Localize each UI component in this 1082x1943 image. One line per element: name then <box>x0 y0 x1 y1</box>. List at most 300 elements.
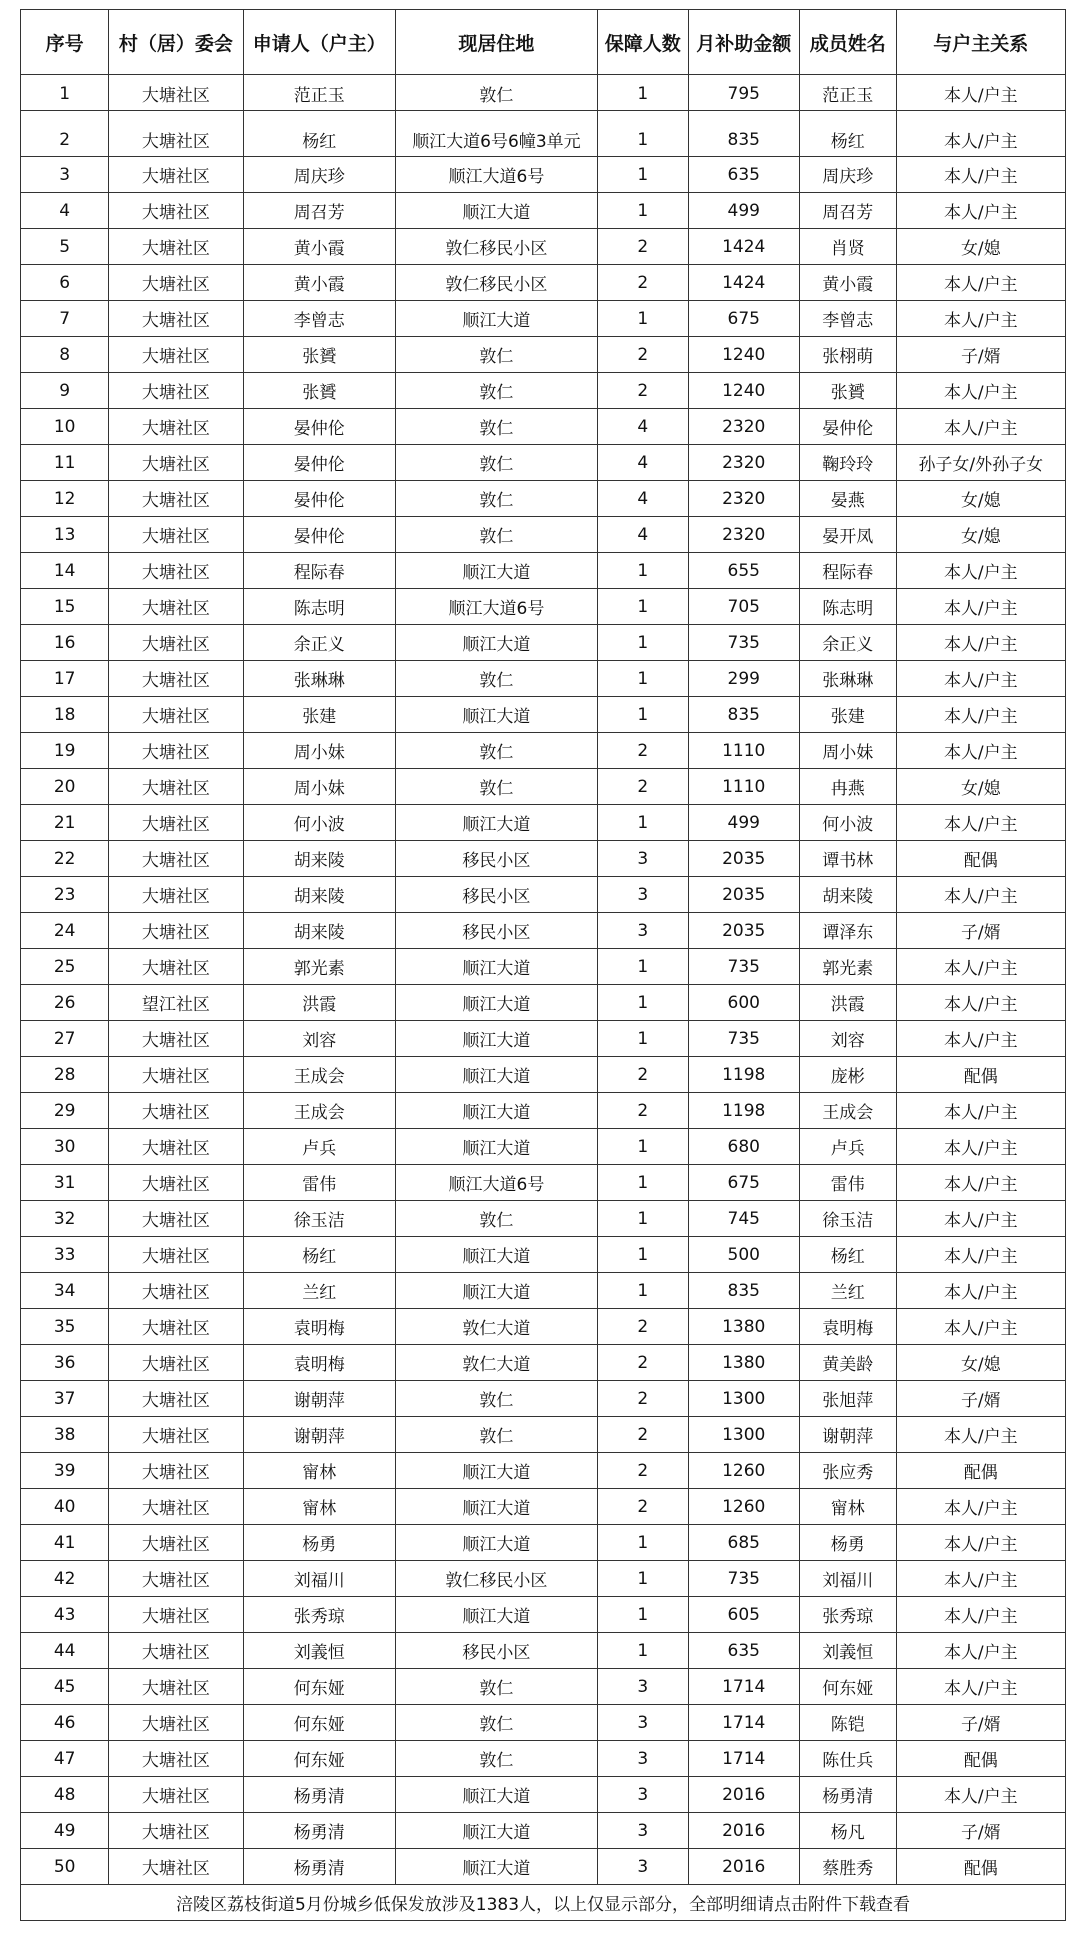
cell-residence: 顺江大道6号 <box>395 157 597 193</box>
cell-relation: 本人/户主 <box>896 1021 1065 1057</box>
cell-covered-count: 2 <box>597 1057 688 1093</box>
cell-monthly-amount: 735 <box>688 1561 799 1597</box>
cell-monthly-amount: 675 <box>688 1165 799 1201</box>
cell-monthly-amount: 499 <box>688 193 799 229</box>
cell-applicant: 刘容 <box>243 1021 395 1057</box>
cell-monthly-amount: 1714 <box>688 1705 799 1741</box>
cell-covered-count: 1 <box>597 1525 688 1561</box>
cell-monthly-amount: 655 <box>688 553 799 589</box>
cell-member-name: 杨红 <box>799 1237 896 1273</box>
table-row <box>21 373 1066 409</box>
table-row <box>21 1237 1066 1273</box>
cell-monthly-amount: 1240 <box>688 373 799 409</box>
cell-residence: 顺江大道 <box>395 1813 597 1849</box>
cell-residence: 敦仁 <box>395 409 597 445</box>
cell-member-name: 范正玉 <box>799 75 896 111</box>
cell-applicant: 张贇 <box>243 373 395 409</box>
table-row <box>21 1777 1066 1813</box>
cell-index: 24 <box>21 913 109 949</box>
cell-member-name: 雷伟 <box>799 1165 896 1201</box>
cell-residence: 敦仁 <box>395 1741 597 1777</box>
cell-member-name: 兰红 <box>799 1273 896 1309</box>
cell-index: 41 <box>21 1525 109 1561</box>
cell-residence: 顺江大道 <box>395 1849 597 1885</box>
cell-covered-count: 2 <box>597 733 688 769</box>
cell-monthly-amount: 1714 <box>688 1741 799 1777</box>
cell-committee: 大塘社区 <box>109 1849 243 1885</box>
table-body <box>21 75 1066 1885</box>
cell-applicant: 卢兵 <box>243 1129 395 1165</box>
cell-covered-count: 2 <box>597 265 688 301</box>
table-row <box>21 1669 1066 1705</box>
cell-monthly-amount: 735 <box>688 625 799 661</box>
cell-covered-count: 4 <box>597 445 688 481</box>
cell-residence: 顺江大道6号 <box>395 589 597 625</box>
cell-monthly-amount: 680 <box>688 1129 799 1165</box>
cell-monthly-amount: 835 <box>688 1273 799 1309</box>
table-header <box>21 10 1066 75</box>
cell-applicant: 晏仲伦 <box>243 445 395 481</box>
cell-covered-count: 1 <box>597 1129 688 1165</box>
cell-relation: 本人/户主 <box>896 1489 1065 1525</box>
cell-member-name: 张旭萍 <box>799 1381 896 1417</box>
cell-member-name: 刘容 <box>799 1021 896 1057</box>
cell-applicant: 程际春 <box>243 553 395 589</box>
cell-relation: 本人/户主 <box>896 805 1065 841</box>
cell-covered-count: 2 <box>597 229 688 265</box>
cell-monthly-amount: 2016 <box>688 1813 799 1849</box>
cell-applicant: 晏仲伦 <box>243 481 395 517</box>
cell-residence: 移民小区 <box>395 841 597 877</box>
cell-residence: 顺江大道 <box>395 1057 597 1093</box>
cell-committee: 大塘社区 <box>109 1345 243 1381</box>
table-row <box>21 517 1066 553</box>
cell-covered-count: 2 <box>597 1453 688 1489</box>
cell-applicant: 王成会 <box>243 1057 395 1093</box>
cell-covered-count: 1 <box>597 1273 688 1309</box>
cell-committee: 大塘社区 <box>109 841 243 877</box>
cell-monthly-amount: 1198 <box>688 1057 799 1093</box>
cell-applicant: 范正玉 <box>243 75 395 111</box>
cell-index: 27 <box>21 1021 109 1057</box>
cell-applicant: 甯林 <box>243 1489 395 1525</box>
cell-member-name: 张栩萌 <box>799 337 896 373</box>
cell-relation: 本人/户主 <box>896 1129 1065 1165</box>
table-row <box>21 841 1066 877</box>
cell-residence: 敦仁移民小区 <box>395 265 597 301</box>
table-row <box>21 193 1066 229</box>
cell-applicant: 张琳琳 <box>243 661 395 697</box>
table-row <box>21 553 1066 589</box>
cell-covered-count: 1 <box>597 697 688 733</box>
cell-committee: 大塘社区 <box>109 301 243 337</box>
cell-index: 34 <box>21 1273 109 1309</box>
cell-applicant: 刘福川 <box>243 1561 395 1597</box>
cell-member-name: 杨红 <box>799 111 896 157</box>
cell-monthly-amount: 299 <box>688 661 799 697</box>
cell-covered-count: 4 <box>597 481 688 517</box>
cell-monthly-amount: 605 <box>688 1597 799 1633</box>
cell-index: 47 <box>21 1741 109 1777</box>
cell-member-name: 胡来陵 <box>799 877 896 913</box>
table-row <box>21 697 1066 733</box>
cell-relation: 本人/户主 <box>896 1525 1065 1561</box>
cell-member-name: 杨凡 <box>799 1813 896 1849</box>
cell-covered-count: 2 <box>597 1417 688 1453</box>
cell-relation: 本人/户主 <box>896 265 1065 301</box>
cell-index: 20 <box>21 769 109 805</box>
cell-committee: 大塘社区 <box>109 1129 243 1165</box>
cell-applicant: 杨勇清 <box>243 1849 395 1885</box>
cell-covered-count: 3 <box>597 1705 688 1741</box>
footer-note: 涪陵区荔枝街道5月份城乡低保发放涉及1383人，以上仅显示部分，全部明细请点击附件下载查看 <box>21 1885 1066 1921</box>
cell-covered-count: 2 <box>597 1345 688 1381</box>
cell-index: 33 <box>21 1237 109 1273</box>
cell-committee: 大塘社区 <box>109 1669 243 1705</box>
cell-member-name: 谭泽东 <box>799 913 896 949</box>
table-row <box>21 1633 1066 1669</box>
cell-monthly-amount: 1260 <box>688 1453 799 1489</box>
cell-monthly-amount: 600 <box>688 985 799 1021</box>
cell-applicant: 洪霞 <box>243 985 395 1021</box>
cell-member-name: 蔡胜秀 <box>799 1849 896 1885</box>
cell-covered-count: 3 <box>597 841 688 877</box>
cell-committee: 大塘社区 <box>109 1597 243 1633</box>
cell-committee: 大塘社区 <box>109 1561 243 1597</box>
cell-member-name: 洪霞 <box>799 985 896 1021</box>
cell-relation: 本人/户主 <box>896 661 1065 697</box>
cell-member-name: 鞠玲玲 <box>799 445 896 481</box>
cell-residence: 移民小区 <box>395 1633 597 1669</box>
cell-index: 22 <box>21 841 109 877</box>
cell-monthly-amount: 835 <box>688 111 799 157</box>
cell-member-name: 程际春 <box>799 553 896 589</box>
cell-index: 36 <box>21 1345 109 1381</box>
cell-committee: 大塘社区 <box>109 661 243 697</box>
cell-applicant: 晏仲伦 <box>243 517 395 553</box>
cell-index: 13 <box>21 517 109 553</box>
cell-covered-count: 1 <box>597 1633 688 1669</box>
table-row <box>21 625 1066 661</box>
cell-residence: 敦仁 <box>395 337 597 373</box>
col-header-member-name: 成员姓名 <box>799 10 896 75</box>
cell-covered-count: 1 <box>597 111 688 157</box>
cell-relation: 子/婿 <box>896 337 1065 373</box>
table-row <box>21 111 1066 157</box>
cell-residence: 敦仁 <box>395 1381 597 1417</box>
cell-committee: 大塘社区 <box>109 1273 243 1309</box>
cell-committee: 大塘社区 <box>109 193 243 229</box>
cell-member-name: 陈志明 <box>799 589 896 625</box>
cell-member-name: 何小波 <box>799 805 896 841</box>
cell-covered-count: 2 <box>597 337 688 373</box>
cell-residence: 敦仁移民小区 <box>395 1561 597 1597</box>
cell-applicant: 郭光素 <box>243 949 395 985</box>
cell-relation: 本人/户主 <box>896 301 1065 337</box>
cell-relation: 本人/户主 <box>896 409 1065 445</box>
table-row <box>21 1057 1066 1093</box>
cell-committee: 大塘社区 <box>109 913 243 949</box>
cell-relation: 配偶 <box>896 1057 1065 1093</box>
cell-residence: 敦仁 <box>395 733 597 769</box>
col-header-committee: 村（居）委会 <box>109 10 243 75</box>
table-row <box>21 1525 1066 1561</box>
cell-index: 46 <box>21 1705 109 1741</box>
cell-residence: 顺江大道 <box>395 805 597 841</box>
cell-relation: 配偶 <box>896 1741 1065 1777</box>
cell-index: 2 <box>21 111 109 157</box>
cell-monthly-amount: 835 <box>688 697 799 733</box>
cell-relation: 本人/户主 <box>896 75 1065 111</box>
cell-relation: 本人/户主 <box>896 625 1065 661</box>
cell-member-name: 张建 <box>799 697 896 733</box>
cell-applicant: 刘義恒 <box>243 1633 395 1669</box>
cell-relation: 本人/户主 <box>896 1273 1065 1309</box>
cell-monthly-amount: 1260 <box>688 1489 799 1525</box>
cell-member-name: 周小妹 <box>799 733 896 769</box>
cell-committee: 大塘社区 <box>109 445 243 481</box>
cell-monthly-amount: 745 <box>688 1201 799 1237</box>
cell-residence: 敦仁大道 <box>395 1345 597 1381</box>
cell-covered-count: 3 <box>597 1669 688 1705</box>
table-row <box>21 1489 1066 1525</box>
cell-committee: 大塘社区 <box>109 1813 243 1849</box>
table-row <box>21 1309 1066 1345</box>
cell-covered-count: 3 <box>597 913 688 949</box>
cell-relation: 子/婿 <box>896 1813 1065 1849</box>
table-row <box>21 805 1066 841</box>
cell-index: 37 <box>21 1381 109 1417</box>
cell-index: 15 <box>21 589 109 625</box>
cell-relation: 本人/户主 <box>896 373 1065 409</box>
cell-applicant: 徐玉洁 <box>243 1201 395 1237</box>
cell-index: 19 <box>21 733 109 769</box>
cell-monthly-amount: 635 <box>688 1633 799 1669</box>
cell-residence: 顺江大道 <box>395 1129 597 1165</box>
cell-index: 50 <box>21 1849 109 1885</box>
col-header-applicant: 申请人（户主） <box>243 10 395 75</box>
cell-relation: 本人/户主 <box>896 157 1065 193</box>
cell-monthly-amount: 1110 <box>688 769 799 805</box>
cell-covered-count: 2 <box>597 769 688 805</box>
cell-residence: 顺江大道 <box>395 1777 597 1813</box>
cell-residence: 顺江大道 <box>395 1489 597 1525</box>
cell-residence: 敦仁 <box>395 373 597 409</box>
cell-covered-count: 1 <box>597 985 688 1021</box>
cell-covered-count: 1 <box>597 75 688 111</box>
cell-covered-count: 3 <box>597 877 688 913</box>
cell-residence: 顺江大道6号6幢3单元 <box>395 111 597 157</box>
cell-applicant: 张建 <box>243 697 395 733</box>
cell-index: 7 <box>21 301 109 337</box>
cell-relation: 本人/户主 <box>896 1669 1065 1705</box>
cell-monthly-amount: 1240 <box>688 337 799 373</box>
cell-committee: 大塘社区 <box>109 949 243 985</box>
cell-residence: 顺江大道 <box>395 985 597 1021</box>
cell-relation: 子/婿 <box>896 913 1065 949</box>
cell-residence: 顺江大道 <box>395 1453 597 1489</box>
cell-covered-count: 1 <box>597 1021 688 1057</box>
cell-index: 1 <box>21 75 109 111</box>
cell-member-name: 郭光素 <box>799 949 896 985</box>
table-row <box>21 1417 1066 1453</box>
cell-relation: 女/媳 <box>896 1345 1065 1381</box>
cell-residence: 敦仁 <box>395 1201 597 1237</box>
cell-covered-count: 4 <box>597 517 688 553</box>
cell-committee: 大塘社区 <box>109 373 243 409</box>
col-header-covered-count: 保障人数 <box>597 10 688 75</box>
table-row <box>21 1453 1066 1489</box>
cell-covered-count: 2 <box>597 373 688 409</box>
cell-member-name: 张应秀 <box>799 1453 896 1489</box>
cell-member-name: 甯林 <box>799 1489 896 1525</box>
cell-relation: 本人/户主 <box>896 1561 1065 1597</box>
cell-relation: 本人/户主 <box>896 193 1065 229</box>
cell-monthly-amount: 1380 <box>688 1345 799 1381</box>
cell-index: 44 <box>21 1633 109 1669</box>
table-row <box>21 265 1066 301</box>
cell-covered-count: 2 <box>597 1381 688 1417</box>
cell-committee: 大塘社区 <box>109 1705 243 1741</box>
cell-committee: 大塘社区 <box>109 877 243 913</box>
cell-monthly-amount: 735 <box>688 949 799 985</box>
cell-monthly-amount: 795 <box>688 75 799 111</box>
cell-member-name: 晏仲伦 <box>799 409 896 445</box>
table-row <box>21 1741 1066 1777</box>
cell-index: 40 <box>21 1489 109 1525</box>
cell-residence: 敦仁 <box>395 1669 597 1705</box>
col-header-relation: 与户主关系 <box>896 10 1065 75</box>
cell-member-name: 余正义 <box>799 625 896 661</box>
cell-index: 17 <box>21 661 109 697</box>
cell-monthly-amount: 2016 <box>688 1849 799 1885</box>
cell-relation: 本人/户主 <box>896 589 1065 625</box>
cell-monthly-amount: 2320 <box>688 409 799 445</box>
col-header-index: 序号 <box>21 10 109 75</box>
cell-index: 18 <box>21 697 109 733</box>
cell-committee: 大塘社区 <box>109 1201 243 1237</box>
cell-monthly-amount: 1424 <box>688 229 799 265</box>
cell-member-name: 卢兵 <box>799 1129 896 1165</box>
cell-index: 39 <box>21 1453 109 1489</box>
cell-applicant: 陈志明 <box>243 589 395 625</box>
cell-residence: 顺江大道 <box>395 553 597 589</box>
cell-index: 16 <box>21 625 109 661</box>
cell-relation: 女/媳 <box>896 769 1065 805</box>
cell-monthly-amount: 1110 <box>688 733 799 769</box>
cell-applicant: 杨勇清 <box>243 1777 395 1813</box>
cell-applicant: 何东娅 <box>243 1741 395 1777</box>
cell-covered-count: 1 <box>597 1201 688 1237</box>
cell-covered-count: 2 <box>597 1489 688 1525</box>
cell-relation: 本人/户主 <box>896 1309 1065 1345</box>
cell-member-name: 谭书林 <box>799 841 896 877</box>
table-row <box>21 1849 1066 1885</box>
cell-applicant: 谢朝萍 <box>243 1417 395 1453</box>
cell-committee: 大塘社区 <box>109 1381 243 1417</box>
cell-relation: 本人/户主 <box>896 697 1065 733</box>
cell-committee: 大塘社区 <box>109 697 243 733</box>
cell-monthly-amount: 1300 <box>688 1417 799 1453</box>
cell-monthly-amount: 2035 <box>688 877 799 913</box>
cell-monthly-amount: 685 <box>688 1525 799 1561</box>
cell-applicant: 胡来陵 <box>243 877 395 913</box>
cell-committee: 大塘社区 <box>109 733 243 769</box>
cell-committee: 大塘社区 <box>109 1525 243 1561</box>
cell-applicant: 周小妹 <box>243 769 395 805</box>
cell-member-name: 庞彬 <box>799 1057 896 1093</box>
cell-applicant: 晏仲伦 <box>243 409 395 445</box>
cell-relation: 本人/户主 <box>896 1417 1065 1453</box>
cell-residence: 顺江大道 <box>395 1273 597 1309</box>
cell-index: 49 <box>21 1813 109 1849</box>
cell-relation: 本人/户主 <box>896 1237 1065 1273</box>
cell-index: 38 <box>21 1417 109 1453</box>
cell-member-name: 谢朝萍 <box>799 1417 896 1453</box>
cell-residence: 敦仁 <box>395 1705 597 1741</box>
cell-residence: 顺江大道 <box>395 1597 597 1633</box>
cell-member-name: 刘義恒 <box>799 1633 896 1669</box>
cell-residence: 顺江大道 <box>395 193 597 229</box>
table-row <box>21 733 1066 769</box>
cell-residence: 敦仁大道 <box>395 1309 597 1345</box>
cell-member-name: 徐玉洁 <box>799 1201 896 1237</box>
cell-applicant: 黄小霞 <box>243 265 395 301</box>
cell-monthly-amount: 2320 <box>688 445 799 481</box>
cell-covered-count: 1 <box>597 301 688 337</box>
cell-committee: 大塘社区 <box>109 1777 243 1813</box>
cell-residence: 敦仁 <box>395 75 597 111</box>
cell-member-name: 杨勇清 <box>799 1777 896 1813</box>
cell-index: 25 <box>21 949 109 985</box>
cell-relation: 孙子女/外孙子女 <box>896 445 1065 481</box>
cell-residence: 顺江大道 <box>395 1525 597 1561</box>
col-header-residence: 现居住地 <box>395 10 597 75</box>
table-row <box>21 1705 1066 1741</box>
cell-committee: 大塘社区 <box>109 157 243 193</box>
table-row <box>21 913 1066 949</box>
cell-member-name: 刘福川 <box>799 1561 896 1597</box>
cell-applicant: 杨红 <box>243 1237 395 1273</box>
cell-relation: 本人/户主 <box>896 1093 1065 1129</box>
cell-monthly-amount: 635 <box>688 157 799 193</box>
cell-monthly-amount: 499 <box>688 805 799 841</box>
cell-member-name: 张秀琼 <box>799 1597 896 1633</box>
cell-member-name: 张贇 <box>799 373 896 409</box>
cell-covered-count: 1 <box>597 1561 688 1597</box>
cell-committee: 大塘社区 <box>109 409 243 445</box>
cell-covered-count: 1 <box>597 157 688 193</box>
cell-residence: 顺江大道 <box>395 625 597 661</box>
cell-residence: 顺江大道6号 <box>395 1165 597 1201</box>
cell-relation: 本人/户主 <box>896 1165 1065 1201</box>
cell-member-name: 周庆珍 <box>799 157 896 193</box>
table-row <box>21 481 1066 517</box>
cell-index: 12 <box>21 481 109 517</box>
cell-covered-count: 4 <box>597 409 688 445</box>
cell-member-name: 王成会 <box>799 1093 896 1129</box>
cell-covered-count: 3 <box>597 1777 688 1813</box>
cell-member-name: 周召芳 <box>799 193 896 229</box>
cell-relation: 子/婿 <box>896 1705 1065 1741</box>
cell-applicant: 杨红 <box>243 111 395 157</box>
cell-covered-count: 3 <box>597 1849 688 1885</box>
cell-index: 30 <box>21 1129 109 1165</box>
cell-index: 43 <box>21 1597 109 1633</box>
cell-covered-count: 1 <box>597 1597 688 1633</box>
cell-applicant: 袁明梅 <box>243 1309 395 1345</box>
cell-member-name: 陈仕兵 <box>799 1741 896 1777</box>
